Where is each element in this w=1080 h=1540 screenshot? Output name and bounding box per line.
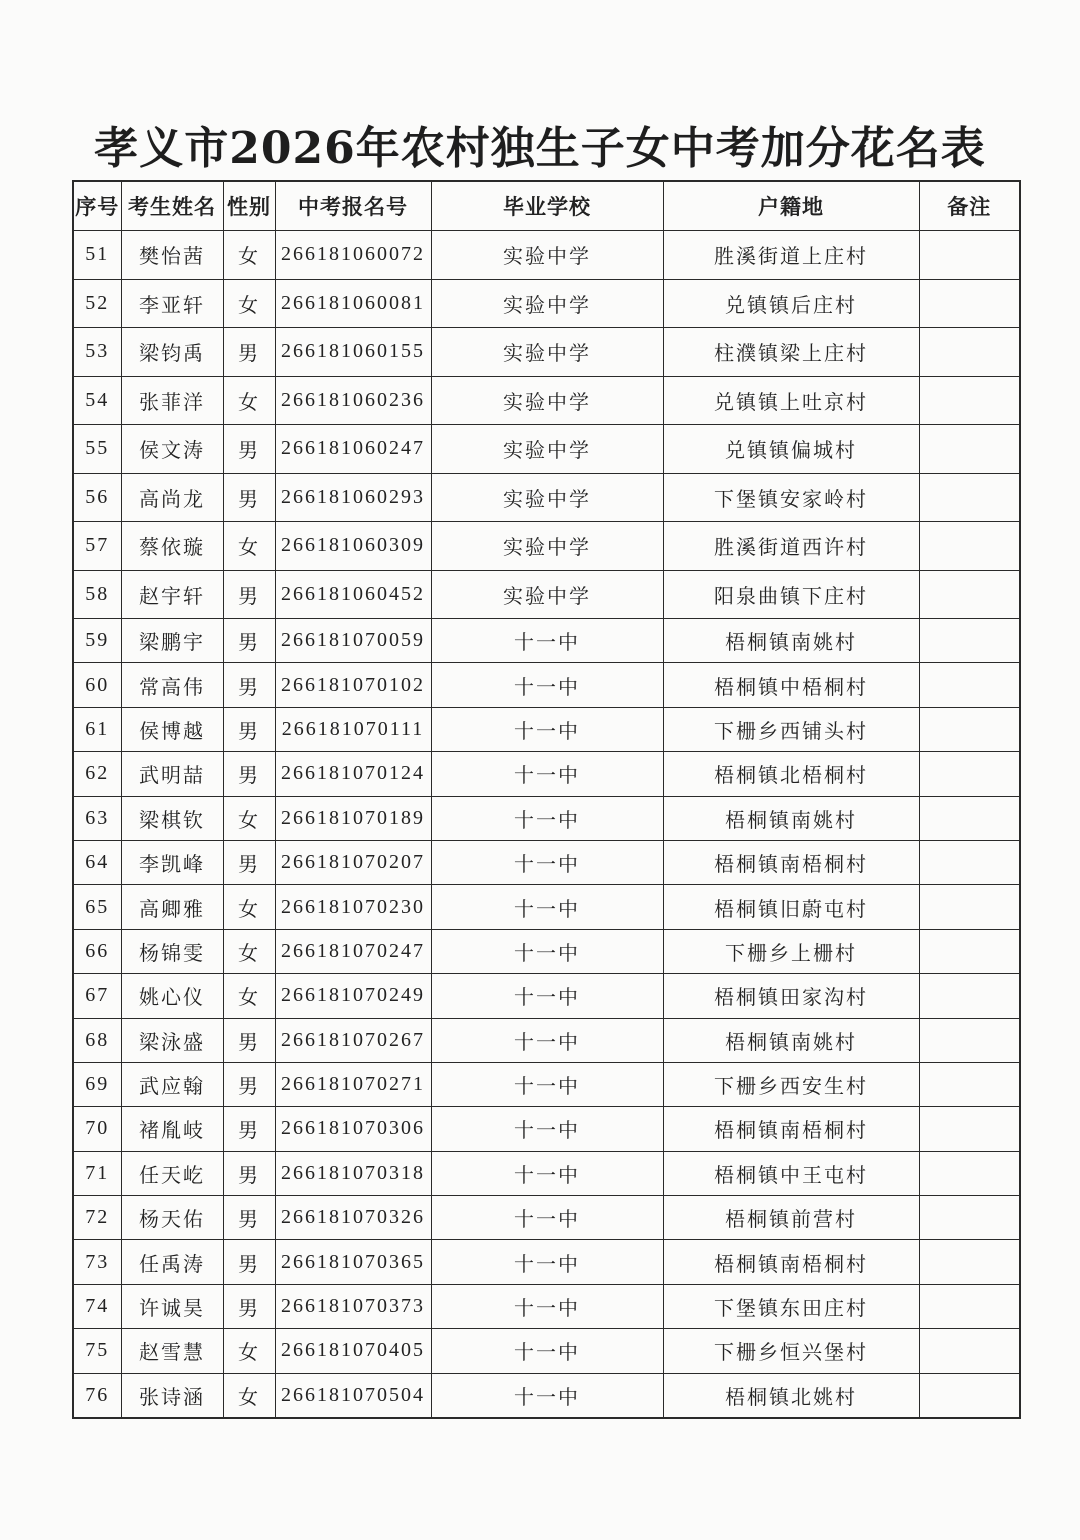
table-row (73, 279, 1020, 328)
cell-school: 十一中 (431, 752, 663, 796)
cell-gender: 男 (223, 1018, 275, 1062)
cell-gender: 女 (223, 974, 275, 1018)
cell-seq: 57 (73, 522, 121, 571)
cell-seq: 69 (73, 1062, 121, 1106)
cell-reg-no: 266181070373 (275, 1284, 431, 1328)
cell-school: 十一中 (431, 929, 663, 973)
cell-school: 十一中 (431, 1151, 663, 1195)
table-row (73, 885, 1020, 929)
cell-reg-no: 266181070189 (275, 796, 431, 840)
cell-hukou: 梧桐镇前营村 (663, 1196, 919, 1240)
table-row (73, 663, 1020, 707)
table-row (73, 570, 1020, 619)
cell-gender: 女 (223, 796, 275, 840)
header-reg-no: 中考报名号 (275, 181, 431, 231)
cell-reg-no: 266181070306 (275, 1107, 431, 1151)
cell-name: 杨锦雯 (121, 929, 223, 973)
cell-seq: 66 (73, 929, 121, 973)
table-row (73, 974, 1020, 1018)
cell-name: 李凯峰 (121, 840, 223, 884)
cell-reg-no: 266181070326 (275, 1196, 431, 1240)
cell-school: 实验中学 (431, 376, 663, 425)
cell-gender: 女 (223, 1329, 275, 1373)
cell-seq: 67 (73, 974, 121, 1018)
cell-remark (919, 1151, 1020, 1195)
cell-remark (919, 1062, 1020, 1106)
header-school: 毕业学校 (431, 181, 663, 231)
cell-school: 十一中 (431, 1062, 663, 1106)
cell-remark (919, 1018, 1020, 1062)
cell-reg-no: 266181070230 (275, 885, 431, 929)
cell-hukou: 梧桐镇南梧桐村 (663, 1107, 919, 1151)
cell-reg-no: 266181060452 (275, 570, 431, 619)
cell-seq: 55 (73, 425, 121, 474)
cell-remark (919, 707, 1020, 751)
table-row (73, 231, 1020, 280)
cell-remark (919, 376, 1020, 425)
cell-school: 实验中学 (431, 425, 663, 474)
cell-reg-no: 266181070504 (275, 1373, 431, 1418)
cell-remark (919, 1373, 1020, 1418)
cell-school: 十一中 (431, 1196, 663, 1240)
cell-hukou: 下堡镇安家岭村 (663, 473, 919, 522)
table-row (73, 522, 1020, 571)
cell-gender: 男 (223, 473, 275, 522)
cell-reg-no: 266181060309 (275, 522, 431, 571)
cell-hukou: 梧桐镇南姚村 (663, 1018, 919, 1062)
cell-name: 侯博越 (121, 707, 223, 751)
cell-seq: 70 (73, 1107, 121, 1151)
cell-reg-no: 266181070318 (275, 1151, 431, 1195)
table-row (73, 1062, 1020, 1106)
cell-school: 十一中 (431, 1284, 663, 1328)
cell-name: 高卿雅 (121, 885, 223, 929)
cell-reg-no: 266181070111 (275, 707, 431, 751)
cell-school: 实验中学 (431, 279, 663, 328)
cell-name: 任天屹 (121, 1151, 223, 1195)
header-row (73, 181, 1020, 231)
cell-school: 十一中 (431, 1373, 663, 1418)
cell-school: 十一中 (431, 1329, 663, 1373)
cell-hukou: 胜溪街道上庄村 (663, 231, 919, 280)
table-row (73, 796, 1020, 840)
cell-remark (919, 279, 1020, 328)
cell-remark (919, 522, 1020, 571)
cell-name: 赵雪慧 (121, 1329, 223, 1373)
table-row (73, 840, 1020, 884)
cell-remark (919, 328, 1020, 377)
table-row (73, 707, 1020, 751)
header-gender: 性别 (223, 181, 275, 231)
cell-gender: 女 (223, 231, 275, 280)
cell-remark (919, 1329, 1020, 1373)
cell-hukou: 梧桐镇北姚村 (663, 1373, 919, 1418)
cell-hukou: 梧桐镇中王屯村 (663, 1151, 919, 1195)
header-name: 考生姓名 (121, 181, 223, 231)
cell-remark (919, 425, 1020, 474)
cell-seq: 60 (73, 663, 121, 707)
table-row (73, 929, 1020, 973)
table-row (73, 328, 1020, 377)
cell-gender: 女 (223, 929, 275, 973)
cell-school: 十一中 (431, 1240, 663, 1284)
cell-name: 梁棋钦 (121, 796, 223, 840)
cell-seq: 76 (73, 1373, 121, 1418)
cell-seq: 53 (73, 328, 121, 377)
cell-name: 张菲洋 (121, 376, 223, 425)
cell-reg-no: 266181070247 (275, 929, 431, 973)
cell-remark (919, 663, 1020, 707)
cell-name: 梁鹏宇 (121, 619, 223, 663)
header-seq: 序号 (73, 181, 121, 231)
table-row (73, 1329, 1020, 1373)
cell-seq: 62 (73, 752, 121, 796)
cell-school: 十一中 (431, 840, 663, 884)
table-header (73, 181, 1020, 231)
cell-seq: 72 (73, 1196, 121, 1240)
table-row (73, 1018, 1020, 1062)
cell-remark (919, 570, 1020, 619)
cell-remark (919, 231, 1020, 280)
cell-reg-no: 266181070267 (275, 1018, 431, 1062)
cell-remark (919, 619, 1020, 663)
cell-hukou: 梧桐镇南姚村 (663, 619, 919, 663)
cell-hukou: 下堡镇东田庄村 (663, 1284, 919, 1328)
cell-remark (919, 840, 1020, 884)
cell-gender: 女 (223, 279, 275, 328)
cell-name: 姚心仪 (121, 974, 223, 1018)
cell-reg-no: 266181060293 (275, 473, 431, 522)
table-row (73, 376, 1020, 425)
cell-school: 实验中学 (431, 473, 663, 522)
cell-hukou: 胜溪街道西许村 (663, 522, 919, 571)
cell-reg-no: 266181070249 (275, 974, 431, 1018)
cell-remark (919, 473, 1020, 522)
cell-reg-no: 266181060072 (275, 231, 431, 280)
cell-remark (919, 752, 1020, 796)
cell-name: 樊怡茜 (121, 231, 223, 280)
cell-reg-no: 266181070271 (275, 1062, 431, 1106)
cell-name: 梁泳盛 (121, 1018, 223, 1062)
cell-name: 常高伟 (121, 663, 223, 707)
cell-name: 许诚昊 (121, 1284, 223, 1328)
cell-seq: 54 (73, 376, 121, 425)
cell-name: 任禹涛 (121, 1240, 223, 1284)
cell-hukou: 兑镇镇后庄村 (663, 279, 919, 328)
cell-hukou: 梧桐镇南梧桐村 (663, 1240, 919, 1284)
cell-school: 十一中 (431, 707, 663, 751)
table-body (73, 231, 1020, 1419)
cell-hukou: 阳泉曲镇下庄村 (663, 570, 919, 619)
roster-table (72, 180, 1021, 1419)
cell-name: 李亚轩 (121, 279, 223, 328)
cell-seq: 74 (73, 1284, 121, 1328)
cell-reg-no: 266181070124 (275, 752, 431, 796)
cell-seq: 73 (73, 1240, 121, 1284)
cell-name: 武明喆 (121, 752, 223, 796)
table-row (73, 1107, 1020, 1151)
cell-reg-no: 266181060081 (275, 279, 431, 328)
cell-name: 赵宇轩 (121, 570, 223, 619)
cell-name: 武应翰 (121, 1062, 223, 1106)
table-row (73, 752, 1020, 796)
cell-school: 实验中学 (431, 231, 663, 280)
cell-seq: 58 (73, 570, 121, 619)
cell-seq: 61 (73, 707, 121, 751)
cell-remark (919, 1107, 1020, 1151)
table-row (73, 1373, 1020, 1418)
header-hukou: 户籍地 (663, 181, 919, 231)
cell-gender: 男 (223, 1151, 275, 1195)
cell-reg-no: 266181070365 (275, 1240, 431, 1284)
cell-remark (919, 1240, 1020, 1284)
cell-school: 十一中 (431, 1107, 663, 1151)
table-row (73, 473, 1020, 522)
cell-hukou: 梧桐镇田家沟村 (663, 974, 919, 1018)
cell-name: 梁钧禹 (121, 328, 223, 377)
cell-gender: 男 (223, 570, 275, 619)
cell-seq: 63 (73, 796, 121, 840)
cell-hukou: 下栅乡恒兴堡村 (663, 1329, 919, 1373)
cell-reg-no: 266181070102 (275, 663, 431, 707)
cell-gender: 女 (223, 885, 275, 929)
cell-gender: 男 (223, 1062, 275, 1106)
cell-reg-no: 266181060236 (275, 376, 431, 425)
cell-hukou: 下栅乡西安生村 (663, 1062, 919, 1106)
table-row (73, 1284, 1020, 1328)
cell-remark (919, 1196, 1020, 1240)
cell-reg-no: 266181070207 (275, 840, 431, 884)
page-title: 孝义市2026年农村独生子女中考加分花名表 (94, 123, 986, 174)
cell-seq: 75 (73, 1329, 121, 1373)
cell-reg-no: 266181060247 (275, 425, 431, 474)
cell-reg-no: 266181060155 (275, 328, 431, 377)
cell-seq: 59 (73, 619, 121, 663)
cell-gender: 男 (223, 1107, 275, 1151)
cell-gender: 男 (223, 1196, 275, 1240)
cell-gender: 女 (223, 376, 275, 425)
cell-gender: 女 (223, 1373, 275, 1418)
cell-hukou: 柱濮镇梁上庄村 (663, 328, 919, 377)
cell-school: 十一中 (431, 885, 663, 929)
cell-seq: 64 (73, 840, 121, 884)
cell-school: 十一中 (431, 663, 663, 707)
cell-hukou: 梧桐镇中梧桐村 (663, 663, 919, 707)
cell-reg-no: 266181070059 (275, 619, 431, 663)
cell-seq: 71 (73, 1151, 121, 1195)
table-row (73, 1196, 1020, 1240)
cell-remark (919, 929, 1020, 973)
cell-name: 侯文涛 (121, 425, 223, 474)
cell-remark (919, 796, 1020, 840)
cell-seq: 65 (73, 885, 121, 929)
cell-remark (919, 1284, 1020, 1328)
cell-hukou: 兑镇镇上吐京村 (663, 376, 919, 425)
cell-gender: 男 (223, 840, 275, 884)
cell-remark (919, 885, 1020, 929)
cell-hukou: 梧桐镇旧蔚屯村 (663, 885, 919, 929)
cell-school: 十一中 (431, 974, 663, 1018)
table-row (73, 425, 1020, 474)
cell-name: 杨天佑 (121, 1196, 223, 1240)
cell-school: 实验中学 (431, 328, 663, 377)
cell-hukou: 梧桐镇南姚村 (663, 796, 919, 840)
cell-school: 实验中学 (431, 522, 663, 571)
cell-remark (919, 974, 1020, 1018)
cell-gender: 男 (223, 328, 275, 377)
cell-school: 十一中 (431, 796, 663, 840)
table-row (73, 619, 1020, 663)
cell-name: 蔡依璇 (121, 522, 223, 571)
cell-gender: 男 (223, 663, 275, 707)
cell-hukou: 梧桐镇北梧桐村 (663, 752, 919, 796)
cell-hukou: 下栅乡上栅村 (663, 929, 919, 973)
cell-name: 高尚龙 (121, 473, 223, 522)
table-row (73, 1240, 1020, 1284)
cell-seq: 52 (73, 279, 121, 328)
cell-seq: 51 (73, 231, 121, 280)
cell-name: 褚胤岐 (121, 1107, 223, 1151)
cell-name: 张诗涵 (121, 1373, 223, 1418)
cell-school: 十一中 (431, 1018, 663, 1062)
cell-seq: 68 (73, 1018, 121, 1062)
cell-hukou: 梧桐镇南梧桐村 (663, 840, 919, 884)
cell-gender: 男 (223, 1284, 275, 1328)
cell-gender: 男 (223, 425, 275, 474)
cell-gender: 男 (223, 1240, 275, 1284)
cell-gender: 男 (223, 707, 275, 751)
cell-gender: 男 (223, 752, 275, 796)
cell-hukou: 兑镇镇偏城村 (663, 425, 919, 474)
cell-reg-no: 266181070405 (275, 1329, 431, 1373)
cell-seq: 56 (73, 473, 121, 522)
cell-gender: 男 (223, 619, 275, 663)
cell-school: 实验中学 (431, 570, 663, 619)
cell-school: 十一中 (431, 619, 663, 663)
header-remark: 备注 (919, 181, 1020, 231)
cell-hukou: 下栅乡西铺头村 (663, 707, 919, 751)
table-row (73, 1151, 1020, 1195)
cell-gender: 女 (223, 522, 275, 571)
